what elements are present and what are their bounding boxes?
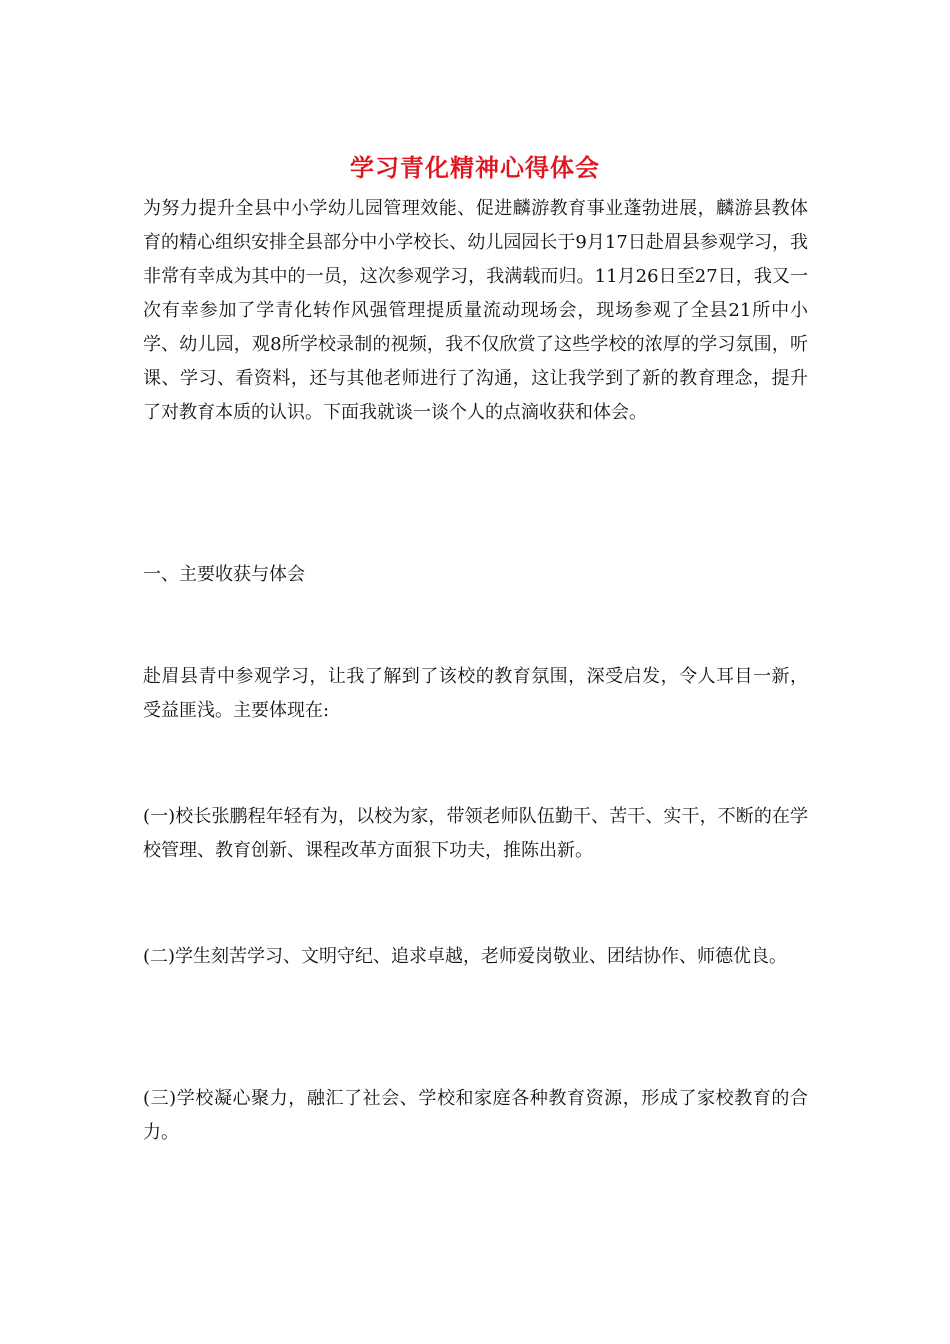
list-item-3: (三)学校凝心聚力，融汇了社会、学校和家庭各种教育资源，形成了家校教育的合力。: [143, 1088, 808, 1143]
intro-paragraph: 为努力提升全县中小学幼儿园管理效能、促进麟游教育事业蓬勃进展，麟游县教体育的精心组织安排全县部分中小学校长、幼儿园园长于9月17日赴眉县参观学习，我非常有幸成为其中的一员，这次参观学习，我满载而归。11月26日至27日，我又一次有幸参加了学青化转作风强管理提质量流动现场会，现场参观了全县21所中小学、幼儿园，观8所学校录制的视频，我不仅欣赏了这些学校的浓厚的学习氛围，听课、学习、看资料，还与其他老师进行了沟通，这让我学到了新的教育理念，提升了对教育本质的认识。下面我就谈一谈个人的点滴收获和体会。: [143, 198, 808, 423]
section-heading-1: 一、主要收获与体会: [143, 564, 305, 585]
document-title: 学习青化精神心得体会: [350, 153, 600, 182]
lead-paragraph: 赴眉县青中参观学习，让我了解到了该校的教育氛围，深受启发，令人耳目一新，受益匪浅。主要体现在:: [143, 666, 808, 721]
list-item-1: (一)校长张鹏程年轻有为，以校为家，带领老师队伍勤干、苦干、实干，不断的在学校管理、教育创新、课程改革方面狠下功夫，推陈出新。: [143, 806, 808, 861]
list-item-2: (二)学生刻苦学习、文明守纪、追求卓越，老师爱岗敬业、团结协作、师德优良。: [143, 946, 788, 967]
